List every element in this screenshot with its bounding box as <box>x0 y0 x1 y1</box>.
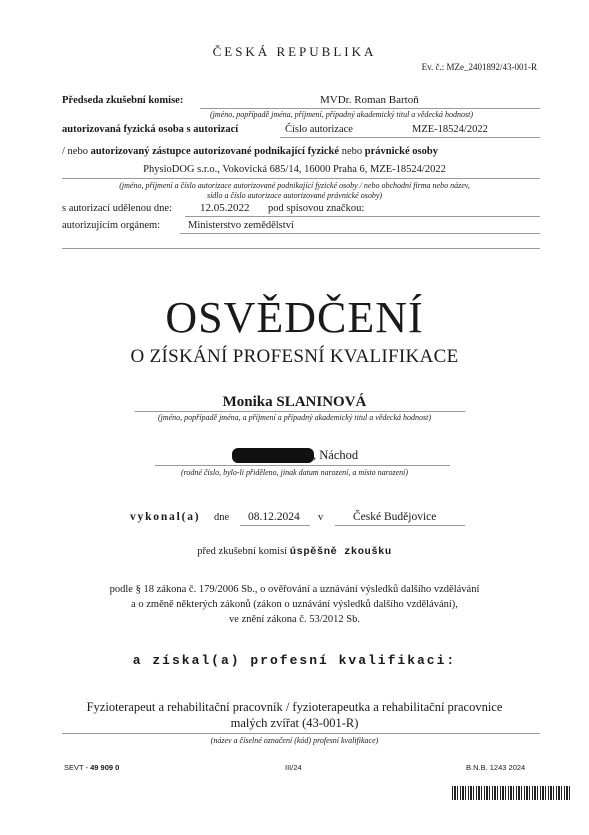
law-line-2: a o změně některých zákonů (zákon o uznávání výsledků dalšího vzdělávání), <box>131 599 458 610</box>
evidence-number: Ev. č.: MZe_2401892/43-001-R <box>421 62 537 72</box>
representative-bold-1: autorizovaný zástupce autorizované podnikající fyzické <box>90 146 340 157</box>
holder-name: Monika SLANINOVÁ <box>222 394 367 410</box>
footer-sevt-prefix: SEVT - <box>64 763 91 772</box>
chair-label: Předseda zkušební komise: <box>62 95 184 106</box>
exam-place-underline <box>335 525 465 526</box>
on-label: dne <box>214 512 230 523</box>
representative-bold-2: právnické osoby <box>364 146 438 157</box>
qualification-line-2: malých zvířat (43-001-R) <box>230 716 359 730</box>
qualification-underline <box>62 733 540 734</box>
chair-hint: (jméno, popřípadě jména, příjmení, případný akademický titul a vědecká hodnost) <box>210 110 474 119</box>
law-line-3: ve znění zákona č. 53/2012 Sb. <box>229 614 360 625</box>
footer-right: B.N.B. 1243 2024 <box>466 763 526 772</box>
certificate-subtitle: O ZÍSKÁNÍ PROFESNÍ KVALIFIKACE <box>130 346 459 367</box>
representative-prefix: / nebo <box>62 146 91 157</box>
exam-date-underline <box>240 525 310 526</box>
acquired-heading: a získal(a) profesní kvalifikaci: <box>132 653 457 668</box>
representative-line <box>62 146 438 157</box>
success-text: úspěšně zkoušku <box>289 546 392 558</box>
birth-hint: (rodné číslo, bylo-li přiděleno, jinak datum narození, a místo narození) <box>180 468 409 477</box>
exam-place: České Budějovice <box>353 511 437 523</box>
auth-number: MZE-18524/2022 <box>412 124 488 135</box>
before-commission: před zkušební komisí <box>197 546 288 557</box>
authority-label: autorizujícím orgánem: <box>62 220 161 231</box>
law-line-1: podle § 18 zákona č. 179/2006 Sb., o ověřování a uznávání výsledků dalšího vzdělávání <box>109 584 480 595</box>
exam-result-line <box>0 546 589 558</box>
exam-date: 08.12.2024 <box>248 511 300 523</box>
footer-center: III/24 <box>285 763 302 772</box>
separator-line <box>62 248 540 249</box>
authorized-person-label: autorizovaná fyzická osoba s autorizací <box>62 124 239 135</box>
company-info: PhysioDOG s.r.o., Vokovická 685/14, 16000 Praha 6, MZE-18524/2022 <box>143 164 446 175</box>
holder-underline <box>135 411 465 412</box>
chair-underline <box>200 108 540 109</box>
auth-number-label: Číslo autorizace <box>285 124 353 135</box>
company-hint-2: sídlo a číslo autorizace autorizované právnické osoby) <box>206 191 383 200</box>
auth-underline <box>280 137 540 138</box>
representative-mid: nebo <box>339 146 365 157</box>
granted-underline <box>185 216 540 217</box>
authority-underline <box>180 233 540 234</box>
footer-sevt-code: 49 909 0 <box>90 763 120 772</box>
qualification-hint: (název a číselné označení (kód) profesní kvalifikace) <box>210 736 379 745</box>
holder-hint: (jméno, popřípadě jména, a příjmení a případný akademický titul a vědecká hodnost) <box>157 413 432 422</box>
country-title: ČESKÁ REPUBLIKA <box>212 44 377 59</box>
redacted-birth-number <box>232 448 314 463</box>
company-underline <box>62 178 540 179</box>
authority-name: Ministerstvo zemědělství <box>188 220 294 231</box>
file-label: pod spisovou značkou: <box>268 203 365 214</box>
barcode <box>452 786 570 800</box>
in-label: v <box>318 512 324 523</box>
performed-label: vykonal(a) <box>130 511 201 523</box>
chair-name: MVDr. Roman Bartoň <box>320 94 419 106</box>
footer-sevt <box>64 763 119 772</box>
company-hint-1: (jméno, příjmení a číslo autorizace autorizované podnikající fyzické osoby / nebo obchodní firma nebo název, <box>119 181 470 190</box>
granted-date: 12.05.2022 <box>200 202 250 214</box>
birth-underline <box>155 465 450 466</box>
certificate-title: OSVĚDČENÍ <box>165 293 424 342</box>
birthplace: , Náchod <box>313 448 359 462</box>
granted-label: s autorizací udělenou dne: <box>62 203 172 214</box>
qualification-line-1: Fyzioterapeut a rehabilitační pracovník / fyzioterapeutka a rehabilitační pracovnice <box>86 700 503 714</box>
